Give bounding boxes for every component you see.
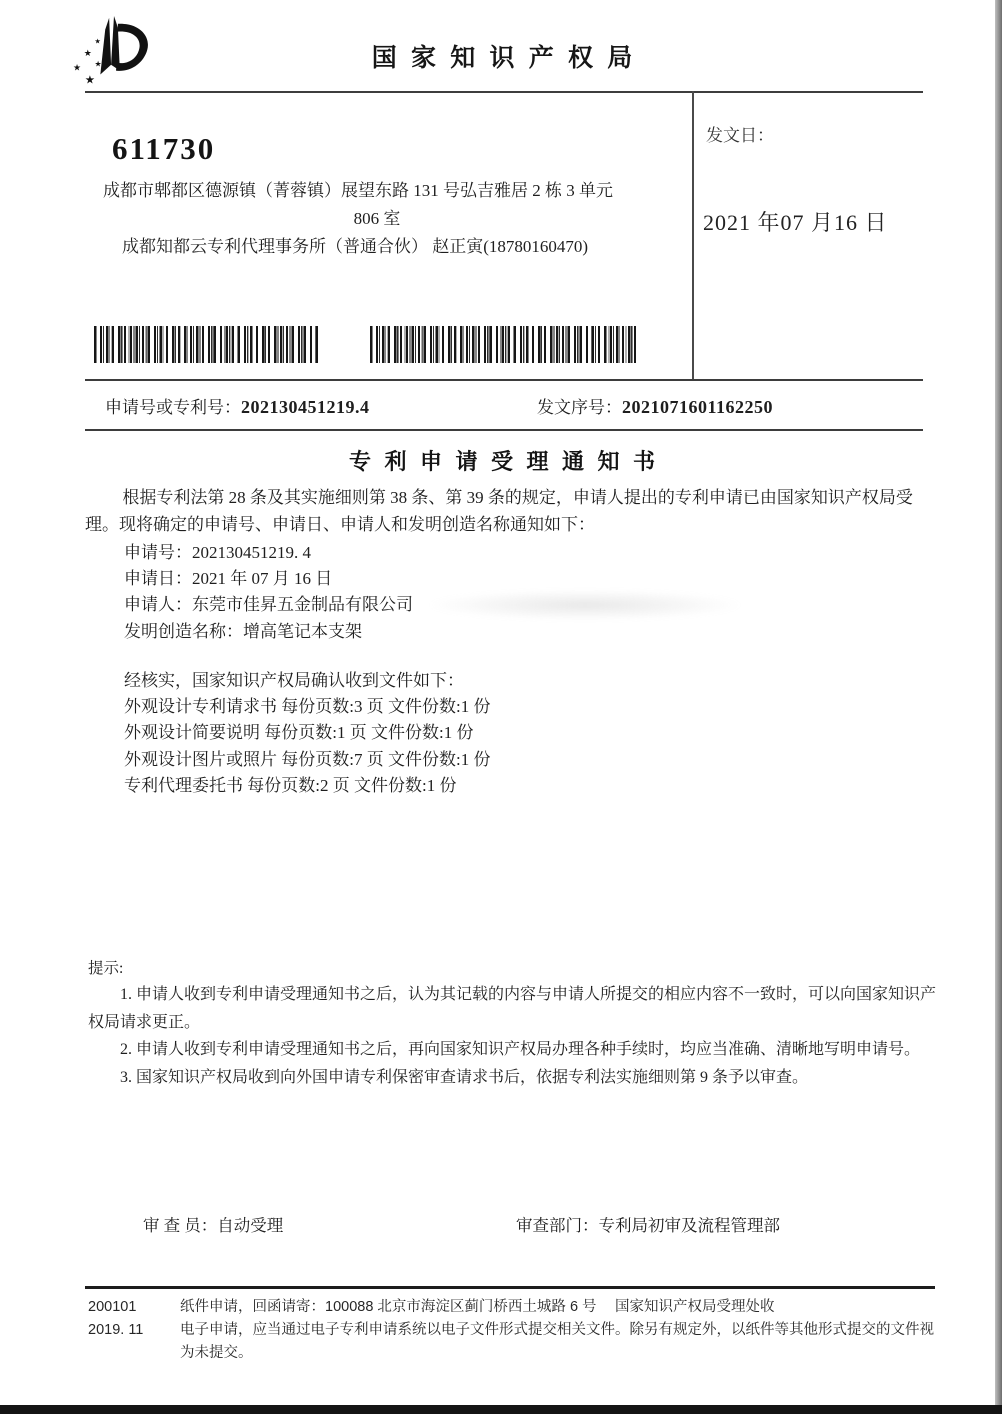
reference-row-divider: [85, 429, 923, 431]
form-date: 2019. 11: [88, 1322, 144, 1338]
field-invention-title: 发明创造名称：增高笔记本支架: [124, 621, 362, 641]
examiner-field: [143, 1212, 283, 1236]
recipient-address-line2: 806 室: [353, 209, 401, 228]
examiner-value: 自动受理: [217, 1216, 284, 1235]
received-file-item: 外观设计图片或照片 每份页数:7 页 文件份数:1 份: [124, 749, 491, 769]
department-field: [516, 1212, 780, 1236]
field-application-date: 申请日：2021 年 07 月 16 日: [124, 569, 333, 589]
scan-edge-bottom: [0, 1405, 1002, 1414]
footer-instructions: [180, 1296, 936, 1365]
header-divider: [85, 91, 923, 93]
postal-code: 611730: [112, 131, 216, 166]
application-fields: [124, 540, 413, 645]
svg-text:★: ★: [84, 73, 96, 87]
application-number-value: 202130451219.4: [241, 397, 370, 417]
tip-item: 3. 国家知识产权局收到向外国申请专利保密审查请求书后，依据专利法实施细则第 9 条予以审查。: [120, 1068, 809, 1086]
footer-divider: [85, 1286, 935, 1289]
received-file-item: 外观设计简要说明 每份页数:1 页 文件份数:1 份: [124, 723, 474, 743]
barcode-left: [94, 326, 318, 363]
tips-heading: 提示:: [88, 960, 124, 977]
examiner-label: 审 查 员：: [143, 1216, 218, 1235]
issue-date-value: 2021 年07 月16 日: [703, 210, 888, 235]
field-applicant: 申请人：东莞市佳昇五金制品有限公司: [124, 595, 413, 615]
serial-number-field: [537, 393, 773, 418]
issue-date-box-border: [692, 91, 694, 381]
barcode-right: [370, 326, 640, 363]
form-code-column: [88, 1296, 143, 1342]
application-number-label: 申请号或专利号：: [105, 398, 241, 417]
tip-item: 1. 申请人收到专利申请受理通知书之后，认为其记载的内容与申请人所提交的相应内容不一致时，可以向国家知识产权局请求更正。: [88, 986, 937, 1031]
field-application-number: 申请号：202130451219. 4: [124, 543, 311, 562]
form-code: 200101: [88, 1299, 137, 1315]
svg-text:★: ★: [94, 38, 101, 46]
application-number-field: [105, 393, 370, 418]
notice-intro-paragraph: 根据专利法第 28 条及其实施细则第 38 条、第 39 条的规定，申请人提出的专利申请已由国家知识产权局受理。现将确定的申请号、申请日、申请人和发明创造名称通知如下：: [85, 488, 913, 534]
scan-smudge-artifact: [430, 590, 740, 620]
received-file-item: 外观设计专利请求书 每份页数:3 页 文件份数:1 份: [124, 697, 491, 717]
mail-block-divider: [85, 379, 923, 381]
agency-title: 国 家 知 识 产 权 局: [371, 45, 637, 72]
recipient-address-line1: 成都市郫都区德源镇（菁蓉镇）展望东路 131 号弘吉雅居 2 栋 3 单元: [103, 181, 613, 200]
serial-number-value: 2021071601162250: [622, 397, 774, 417]
received-file-item: 专利代理委托书 每份页数:2 页 文件份数:1 份: [124, 775, 457, 795]
svg-text:★: ★: [73, 62, 81, 73]
notice-title: 专 利 申 请 受 理 通 知 书: [348, 449, 659, 474]
scan-edge-right: [995, 0, 1002, 1414]
svg-text:★: ★: [94, 59, 102, 69]
department-label: 审查部门：: [516, 1216, 599, 1235]
received-intro: 经核实，国家知识产权局确认收到文件如下：: [124, 671, 464, 690]
issue-date-label: 发文日：: [706, 126, 774, 145]
footer-paper-instruction: 纸件申请，回函请寄：100088 北京市海淀区蓟门桥西土城路 6 号 国家知识产权局受理处收: [180, 1299, 775, 1315]
tip-item: 2. 申请人收到专利申请受理通知书之后，再向国家知识产权局办理各种手续时，均应当准确、清晰地写明申请号。: [120, 1041, 921, 1058]
received-documents-list: [124, 668, 490, 799]
svg-text:★: ★: [83, 47, 92, 58]
recipient-agency-line: 成都知都云专利代理事务所（普通合伙） 赵正寅(18780160470): [122, 237, 589, 256]
serial-number-label: 发文序号：: [537, 398, 622, 417]
department-value: 专利局初审及流程管理部: [598, 1216, 780, 1235]
tips-list: [88, 981, 936, 1091]
footer-efiling-instruction: 电子申请，应当通过电子专利申请系统以电子文件形式提交相关文件。除另有规定外，以纸件等其他形式提交的文件视为未提交。: [180, 1322, 934, 1361]
